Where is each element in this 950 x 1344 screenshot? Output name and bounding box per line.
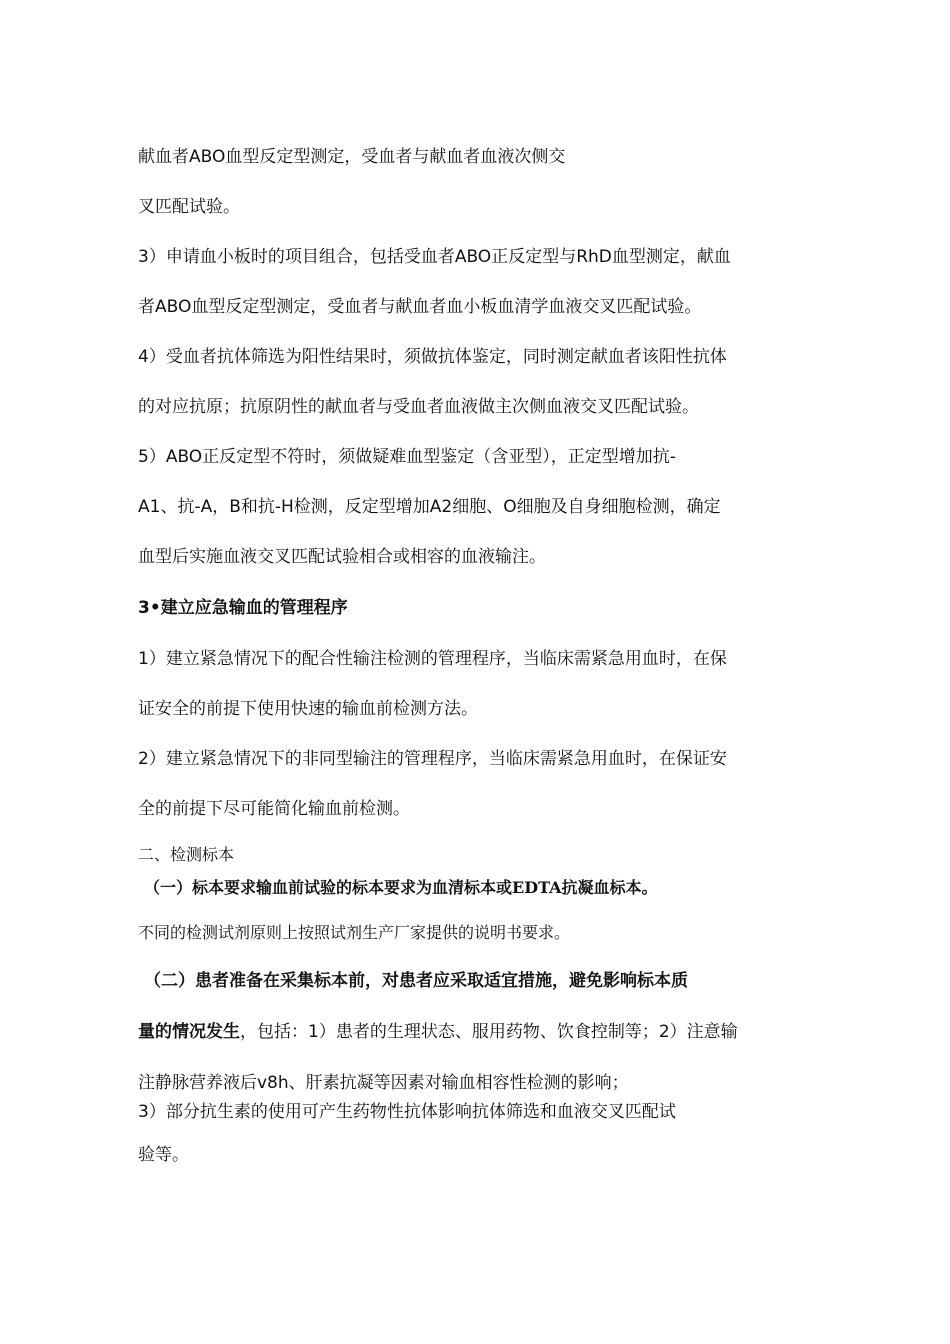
paragraph-line: A1、抗-A，B和抗-H检测，反定型增加A2细胞、O细胞及自身细胞检测，确定 <box>138 497 721 517</box>
bold-phrase: 量的情况发生 <box>138 1022 240 1042</box>
paragraph-line: 不同的检测试剂原则上按照试剂生产厂家提供的说明书要求。 <box>138 923 571 942</box>
line-text: ，包括：1）患者的生理状态、服用药物、饮食控制等；2）注意输 <box>240 1022 738 1042</box>
paragraph-line <box>138 1020 738 1044</box>
section-heading: 二、检测标本 <box>138 845 235 864</box>
subsection-heading: （一）标本要求输血前试验的标本要求为血清标本或EDTA抗凝血标本。 <box>144 878 658 897</box>
paragraph-line: 血型后实施血液交叉匹配试验相合或相容的血液输注。 <box>138 547 546 567</box>
paragraph-line: 叉匹配试验。 <box>138 197 240 217</box>
paragraph-line: 3）申请血小板时的项目组合，包括受血者ABO正反定型与RhD血型测定，献血 <box>138 247 731 267</box>
paragraph-line: 献血者ABO血型反定型测定，受血者与献血者血液次侧交 <box>138 147 566 167</box>
paragraph-line: 3）部分抗生素的使用可产生药物性抗体影响抗体筛选和血液交叉匹配试 <box>138 1102 676 1122</box>
paragraph-line: 验等。 <box>138 1145 189 1165</box>
paragraph-line: 的对应抗原；抗原阴性的献血者与受血者血液做主次侧血液交叉匹配试验。 <box>138 397 699 417</box>
section-heading: 3•建立应急输血的管理程序 <box>138 598 348 618</box>
subsection-heading: （二）患者准备在采集标本前，对患者应采取适宜措施，避免影响标本质 <box>144 971 688 991</box>
paragraph-line: 证安全的前提下使用快速的输血前检测方法。 <box>138 699 478 719</box>
paragraph-line: 注静脉营养液后v8h、肝素抗凝等因素对输血相容性检测的影响； <box>138 1073 629 1093</box>
paragraph-line: 者ABO血型反定型测定，受血者与献血者血小板血清学血液交叉匹配试验。 <box>138 297 702 317</box>
paragraph-line: 2）建立紧急情况下的非同型输注的管理程序，当临床需紧急用血时，在保证安 <box>138 749 727 769</box>
paragraph-line: 全的前提下尽可能简化输血前检测。 <box>138 799 410 819</box>
paragraph-line: 1）建立紧急情况下的配合性输注检测的管理程序，当临床需紧急用血时，在保 <box>138 649 727 669</box>
paragraph-line: 5）ABO正反定型不符时，须做疑难血型鉴定（含亚型），正定型增加抗- <box>138 447 676 467</box>
paragraph-line: 4）受血者抗体筛选为阳性结果时，须做抗体鉴定，同时测定献血者该阳性抗体 <box>138 347 727 367</box>
